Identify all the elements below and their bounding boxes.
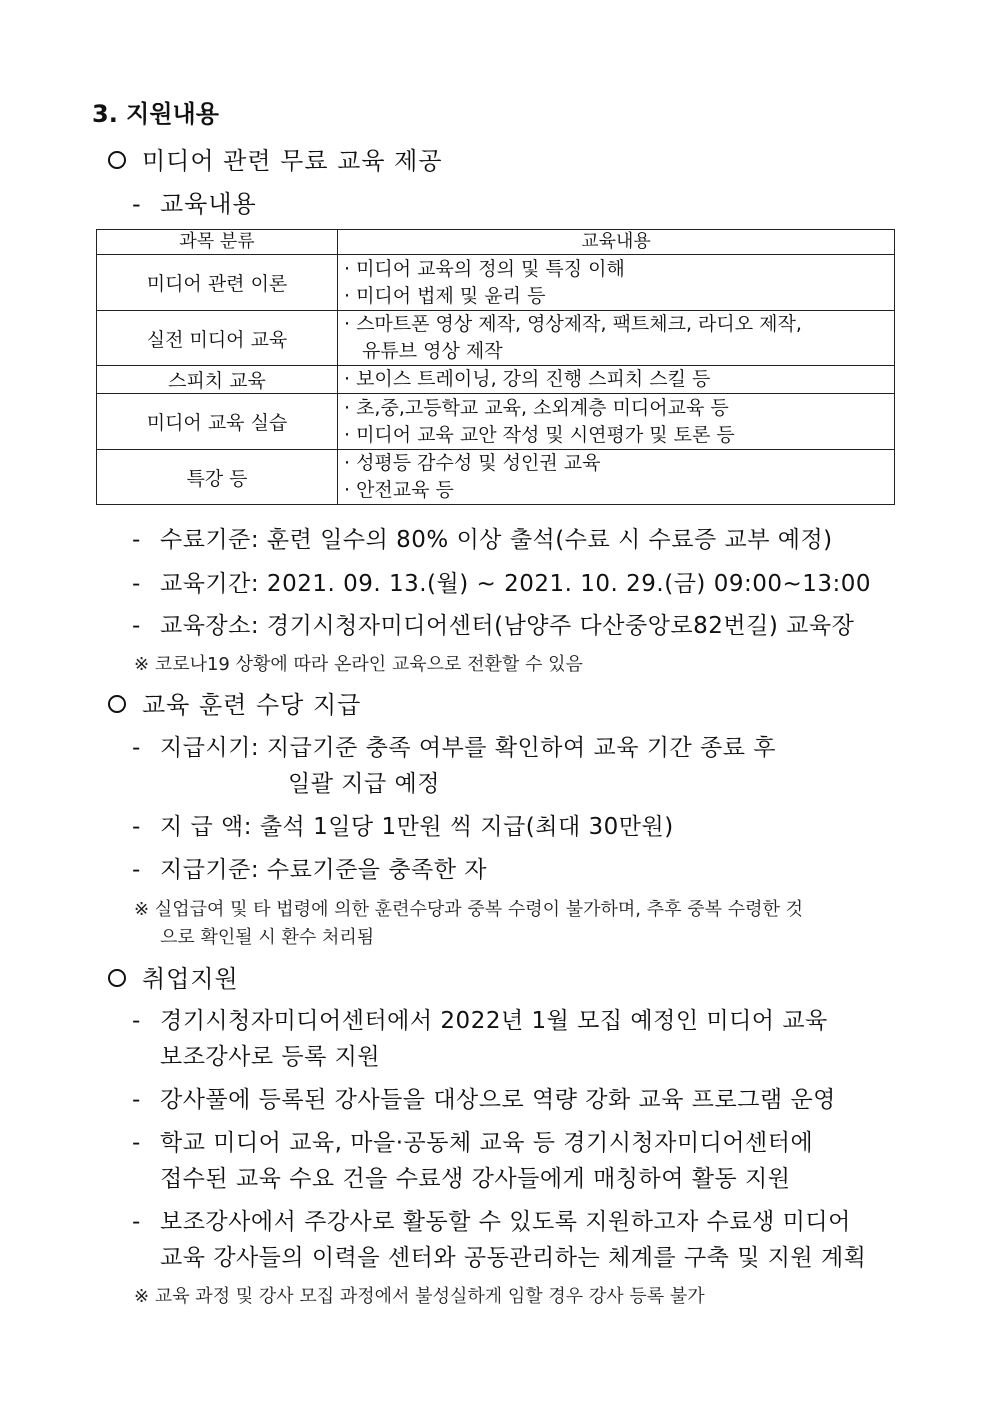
section-title: 3. 지원내용 bbox=[92, 100, 219, 128]
list-item-assistant-registration: - 경기시청자미디어센터에서 2022년 1월 모집 예정인 미디어 교육 bbox=[132, 1008, 828, 1034]
note-registration-denied: ※ 교육 과정 및 강사 모집 과정에서 불성실하게 임할 경우 강사 등록 불가 bbox=[134, 1286, 705, 1307]
table-cell-category: 미디어 교육 실습 bbox=[97, 394, 338, 450]
list-item-payment-time: - 지급시기: 지급기준 충족 여부를 확인하여 교육 기간 종료 후 bbox=[132, 735, 776, 761]
table-header-content: 교육내용 bbox=[338, 230, 895, 255]
table-cell-category: 스피치 교육 bbox=[97, 366, 338, 394]
note-duplicate-allowance: ※ 실업급여 및 타 법령에 의한 훈련수당과 중복 수령이 불가하며, 추후 중복 수령한 것 bbox=[134, 899, 803, 920]
table-cell-content: · 보이스 트레이닝, 강의 진행 스피치 스킬 등 bbox=[338, 366, 895, 394]
table-cell-category: 특강 등 bbox=[97, 450, 338, 505]
table-row bbox=[97, 366, 895, 394]
table-cell-content: · 성평등 감수성 및 성인권 교육 · 안전교육 등 bbox=[338, 450, 895, 505]
heading-employment-support: 취업지원 bbox=[108, 959, 239, 994]
heading-training-allowance: 교육 훈련 수당 지급 bbox=[108, 685, 361, 720]
table-cell-content: · 초,중,고등학교 교육, 소외계층 미디어교육 등 · 미디어 교육 교안 작성 및 시연평가 및 토론 등 bbox=[338, 394, 895, 450]
list-item-career-management: - 보조강사에서 주강사로 활동할 수 있도록 지원하고자 수료생 미디어 bbox=[132, 1209, 851, 1235]
table-cell-content: · 미디어 교육의 정의 및 특징 이해 · 미디어 법제 및 윤리 등 bbox=[338, 255, 895, 311]
list-item-matching-cont: 접수된 교육 수요 건을 수료생 강사들에게 매칭하여 활동 지원 bbox=[160, 1166, 791, 1192]
note-duplicate-allowance-cont: 으로 확인될 시 환수 처리됨 bbox=[160, 927, 375, 948]
hollow-circle-bullet-icon bbox=[108, 695, 126, 713]
list-item-education-period: - 교육기간: 2021. 09. 13.(월) ~ 2021. 10. 29.(금) 09:00~13:00 bbox=[132, 571, 872, 597]
table-cell-content: · 스마트폰 영상 제작, 영상제작, 팩트체크, 라디오 제작, 유튜브 영상 제작 bbox=[338, 311, 895, 366]
table-row bbox=[97, 255, 895, 311]
list-item-payment-amount: - 지 급 액: 출석 1일당 1만원 씩 지급(최대 30만원) bbox=[132, 814, 674, 840]
list-item-capacity-program: - 강사풀에 등록된 강사들을 대상으로 역량 강화 교육 프로그램 운영 bbox=[132, 1087, 836, 1113]
table-row bbox=[97, 311, 895, 366]
list-item-matching: - 학교 미디어 교육, 마을·공동체 교육 등 경기시청자미디어센터에 bbox=[132, 1130, 814, 1156]
table-cell-category: 미디어 관련 이론 bbox=[97, 255, 338, 311]
table-header-row bbox=[97, 230, 895, 255]
table-row bbox=[97, 450, 895, 505]
table-row bbox=[97, 394, 895, 450]
list-item-education-location: - 교육장소: 경기시청자미디어센터(남양주 다산중앙로82번길) 교육장 bbox=[132, 613, 855, 639]
table-header-category: 과목 분류 bbox=[97, 230, 338, 255]
hollow-circle-bullet-icon bbox=[108, 969, 126, 987]
list-item-payment-criteria: - 지급기준: 수료기준을 충족한 자 bbox=[132, 857, 488, 883]
table-cell-category: 실전 미디어 교육 bbox=[97, 311, 338, 366]
education-content-table bbox=[96, 229, 895, 505]
list-item-completion-criteria: - 수료기준: 훈련 일수의 80% 이상 출석(수료 시 수료증 교부 예정) bbox=[132, 527, 833, 553]
sub-heading-education-content: - 교육내용 bbox=[132, 190, 257, 218]
list-item-assistant-registration-cont: 보조강사로 등록 지원 bbox=[160, 1044, 381, 1070]
hollow-circle-bullet-icon bbox=[108, 151, 126, 169]
heading-free-education: 미디어 관련 무료 교육 제공 bbox=[108, 141, 443, 176]
list-item-payment-time-cont: 일괄 지급 예정 bbox=[288, 771, 440, 797]
list-item-career-management-cont: 교육 강사들의 이력을 센터와 공동관리하는 체계를 구축 및 지원 계획 bbox=[160, 1245, 867, 1271]
note-covid: ※ 코로나19 상황에 따라 온라인 교육으로 전환할 수 있음 bbox=[134, 654, 583, 675]
